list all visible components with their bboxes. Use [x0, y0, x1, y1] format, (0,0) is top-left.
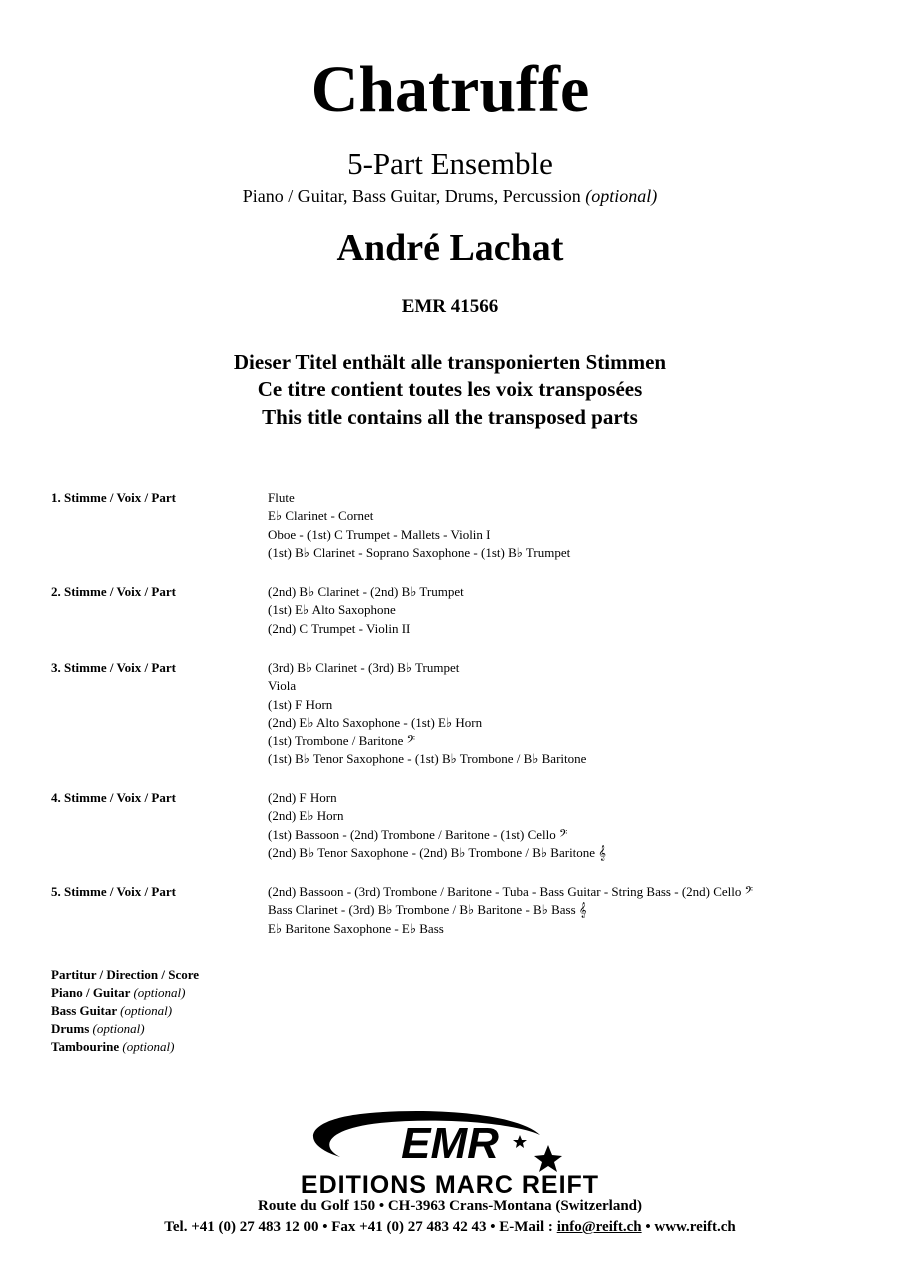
- part-instrument-list: [268, 789, 606, 862]
- extra-part: [51, 966, 199, 984]
- instrument-line: (2nd) B♭ Clarinet - (2nd) B♭ Trumpet: [268, 584, 464, 599]
- transposition-note-fr: Ce titre contient toutes les voix transposées: [257, 377, 643, 401]
- instrument-line: (2nd) E♭ Horn: [268, 808, 344, 824]
- emr-logo-icon: [230, 1105, 670, 1200]
- logo-text: EMR: [401, 1119, 499, 1168]
- extra-part-note: (optional): [133, 985, 186, 1000]
- contact-phone-fax: Tel. +41 (0) 27 483 12 00 • Fax +41 (0) 27 483 42 43 • E-Mail :: [164, 1219, 557, 1235]
- publisher-logo: [230, 1105, 670, 1200]
- part-instrument-list: [268, 489, 570, 562]
- extra-part: [51, 1020, 199, 1038]
- extra-part-note: (optional): [120, 1003, 173, 1018]
- extra-part-name: Bass Guitar: [51, 1003, 117, 1018]
- part-instrument-list: [268, 883, 753, 938]
- publisher-name: EDITIONS MARC REIFT: [300, 1171, 600, 1199]
- extra-part-note: (optional): [92, 1021, 145, 1036]
- instrument-line: (1st) Trombone / Baritone 𝄢: [268, 733, 416, 749]
- extra-part: [51, 1002, 199, 1020]
- page-title: Chatruffe: [310, 53, 590, 126]
- instrument-line: Oboe - (1st) C Trumpet - Mallets - Violin I: [268, 526, 491, 542]
- extra-part: [51, 1038, 199, 1056]
- part-label: 4. Stimme / Voix / Part: [51, 790, 176, 805]
- instrument-line: (1st) B♭ Clarinet - Soprano Saxophone - (1st) B♭ Trumpet: [268, 544, 571, 560]
- instrumentation-line: [0, 186, 900, 207]
- part-label: 2. Stimme / Voix / Part: [51, 584, 176, 599]
- website-text: • www.reift.ch: [641, 1219, 736, 1235]
- transposition-note-en: This title contains all the transposed parts: [262, 405, 638, 429]
- instrument-line: (1st) E♭ Alto Saxophone: [268, 602, 396, 618]
- instrument-line: Bass Clarinet - (3rd) B♭ Trombone / B♭ Baritone - B♭ Bass 𝄞: [268, 902, 587, 918]
- part-instrument-list: [268, 659, 586, 769]
- instrument-line: (2nd) E♭ Alto Saxophone - (1st) E♭ Horn: [268, 714, 483, 730]
- part-label: 5. Stimme / Voix / Part: [51, 884, 176, 899]
- catalog-number: EMR 41566: [401, 296, 499, 317]
- instrument-line: E♭ Baritone Saxophone - E♭ Bass: [268, 920, 444, 936]
- instrument-line: (2nd) C Trumpet - Violin II: [268, 620, 411, 636]
- extra-part-name: Tambourine: [51, 1039, 120, 1054]
- instrument-line: (2nd) F Horn: [268, 790, 337, 805]
- part-label: 1. Stimme / Voix / Part: [51, 490, 176, 505]
- extra-part: [51, 984, 199, 1002]
- instrumentation-text: Piano / Guitar, Bass Guitar, Drums, Percussion: [242, 186, 581, 206]
- instrument-line: E♭ Clarinet - Cornet: [268, 508, 374, 524]
- instrument-line: (2nd) B♭ Tenor Saxophone - (2nd) B♭ Trombone / B♭ Baritone 𝄞: [268, 844, 606, 860]
- composer-name: André Lachat: [336, 227, 564, 269]
- extra-part-name: Piano / Guitar: [51, 985, 131, 1000]
- transposition-note-de: Dieser Titel enthält alle transponierten Stimmen: [233, 350, 667, 374]
- extra-part-note: (optional): [122, 1039, 175, 1054]
- instrument-line: (1st) F Horn: [268, 696, 333, 712]
- additional-parts-list: [51, 966, 199, 1056]
- instrument-line: (3rd) B♭ Clarinet - (3rd) B♭ Trumpet: [268, 660, 460, 675]
- instrument-line: (1st) Bassoon - (2nd) Trombone / Baritone - (1st) Cello 𝄢: [268, 826, 568, 842]
- instrument-line: Flute: [268, 490, 295, 505]
- extra-part-name: Drums: [51, 1021, 90, 1036]
- instrumentation-optional: (optional): [585, 186, 658, 206]
- part-instrument-list: [268, 583, 464, 638]
- instrument-line: Viola: [268, 678, 297, 694]
- instrument-line: (1st) B♭ Tenor Saxophone - (1st) B♭ Trombone / B♭ Baritone: [268, 751, 587, 767]
- extra-part-name: Partitur / Direction / Score: [51, 967, 200, 982]
- instrument-line: (2nd) Bassoon - (3rd) Trombone / Baritone - Tuba - Bass Guitar - String Bass - (2nd) Cello 𝄢: [268, 884, 753, 899]
- email-link[interactable]: info@reift.ch: [556, 1219, 642, 1235]
- publisher-contact: [0, 1219, 900, 1236]
- publisher-address: Route du Golf 150 • CH-3963 Crans-Montana (Switzerland): [258, 1198, 642, 1214]
- part-label: 3. Stimme / Voix / Part: [51, 660, 176, 675]
- ensemble-subtitle: 5-Part Ensemble: [347, 146, 553, 181]
